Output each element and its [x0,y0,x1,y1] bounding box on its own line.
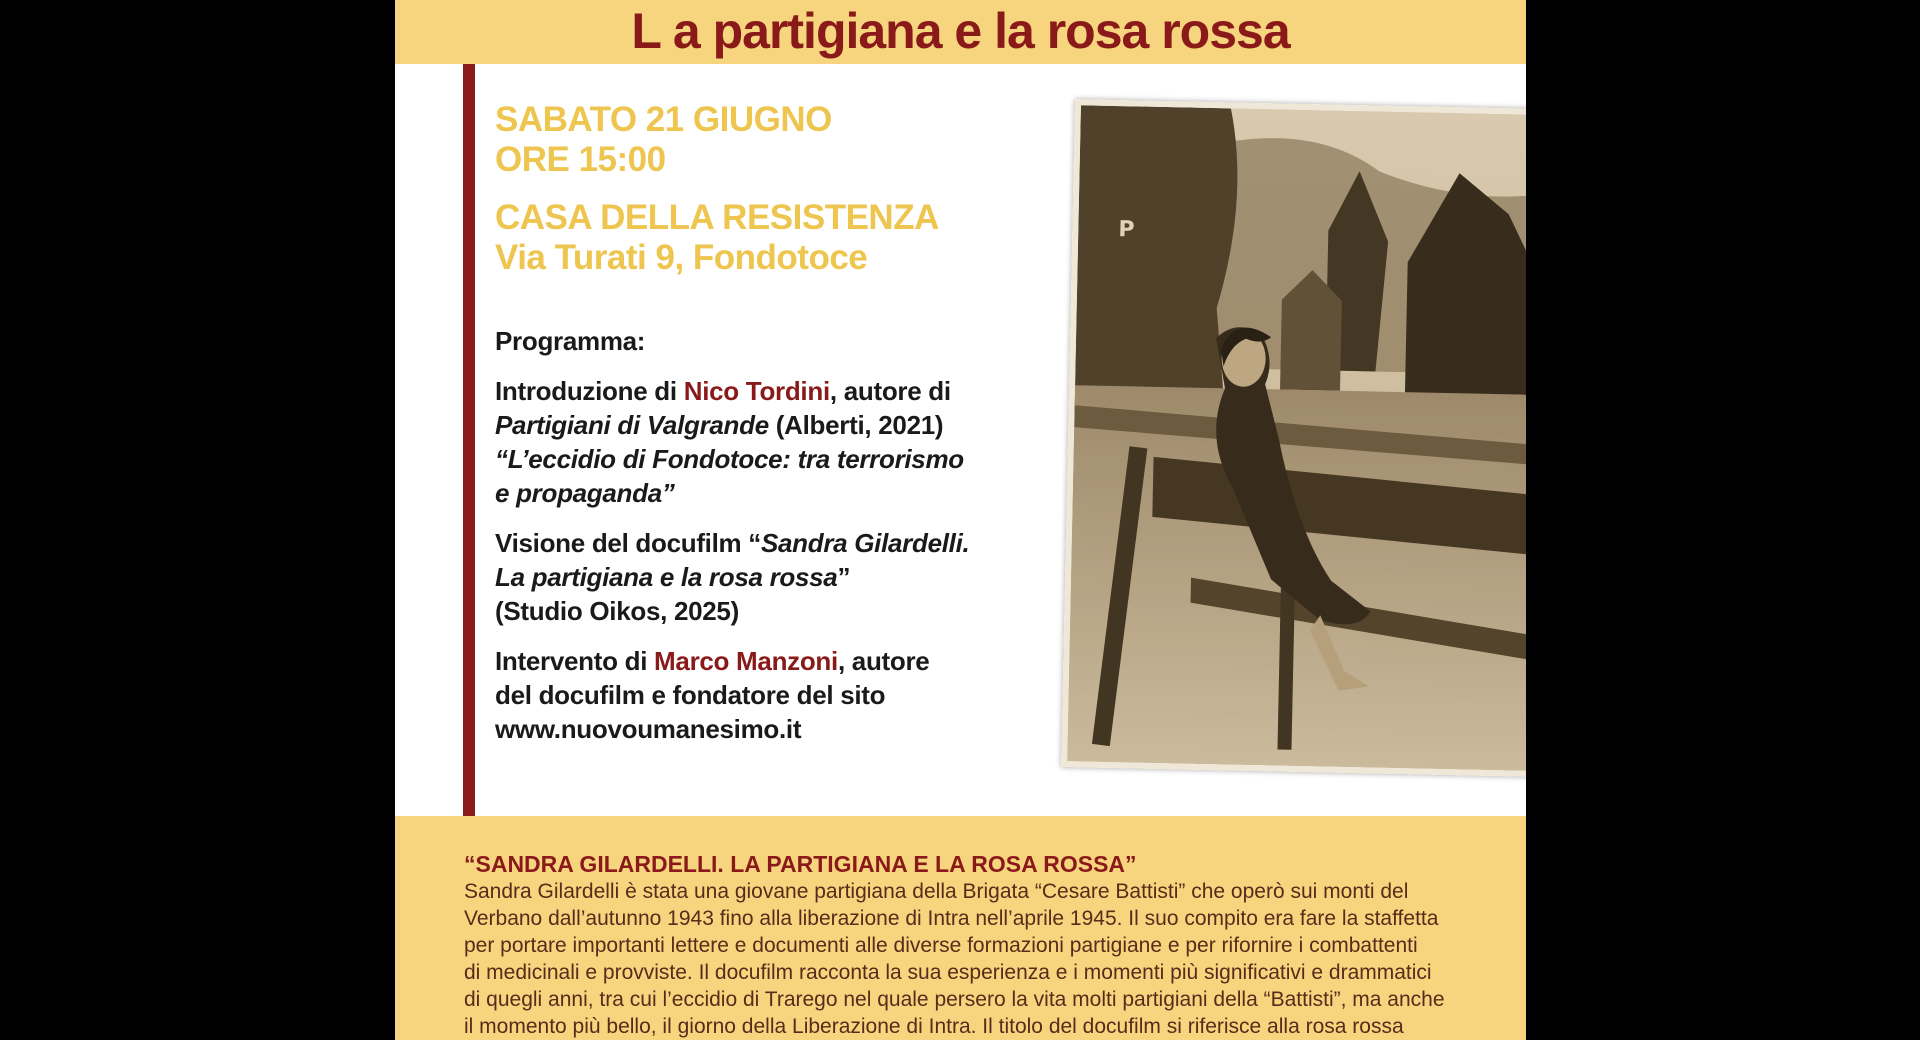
description-line: per portare importanti lettere e documenti alle diverse formazioni partigiane e per rifornire i combattenti [464,934,1418,957]
description-title: “SANDRA GILARDELLI. LA PARTIGIANA E LA ROSA ROSSA” [464,851,1137,877]
red-accent-bar [463,64,475,816]
film-credit: (Studio Oikos, 2025) [495,596,739,626]
talk-title-line2: e propaganda” [495,478,675,508]
description-line: di medicinali e provviste. Il docufilm racconta la sua esperienza e i momenti più significativi e drammatici [464,961,1432,984]
description-line: Sandra Gilardelli è stata una giovane partigiana della Brigata “Cesare Battisti” che operò sui monti del [464,880,1409,903]
book-title: Partigiani di Valgrande [495,410,769,440]
description-line: Verbano dall’autunno 1943 fino alla liberazione di Intra nell’aprile 1945. Il suo compito era fare la staffetta [464,907,1439,930]
book-line: Partigiani di Valgrande (Alberti, 2021) [495,410,944,440]
film-title-line2-row: La partigiana e la rosa rossa” [495,562,851,592]
event-info [495,100,1015,278]
talk-title-line1: “L’eccidio di Fondotoce: tra terrorismo [495,444,964,474]
description-line: di quegli anni, tra cui l’eccidio di Trarego nel quale persero la vita molti partigiani della “Battisti”, ma anche [464,988,1445,1011]
photo-image [1067,105,1526,770]
event-time: ORE 15:00 [495,140,666,179]
description-text [464,878,1469,1040]
program-item-talk: Intervento di Marco Manzoni, autore [495,646,930,676]
event-address: Via Turati 9, Fondotoce [495,238,868,277]
program-item-film: Visione del docufilm “Sandra Gilardelli. [495,528,970,558]
film-title-line1: Sandra Gilardelli. [760,528,970,558]
program-item-intro: Introduzione di Nico Tordini, autore di [495,376,951,406]
speaker-marco-manzoni: Marco Manzoni [654,646,838,676]
poster-title: L a partigiana e la rosa rossa [631,3,1290,59]
program [495,324,1015,746]
program-heading: Programma: [495,326,646,356]
event-poster [395,0,1526,1040]
film-title-line2: La partigiana e la rosa rossa [495,562,838,592]
speaker-nico-tordini: Nico Tordini [683,376,830,406]
description-panel [395,816,1526,1040]
vintage-photo [1050,98,1526,762]
event-venue: CASA DELLA RESISTENZA [495,198,939,237]
website-url: www.nuovoumanesimo.it [495,714,802,744]
event-date: SABATO 21 GIUGNO [495,100,832,139]
talk-line2: del docufilm e fondatore del sito [495,680,886,710]
description-line: il momento più bello, il giorno della Liberazione di Intra. Il titolo del docufilm si riferisce alla rosa rossa [464,1015,1404,1038]
title-band [395,0,1526,64]
photo-sign-letter: P [1118,217,1135,243]
